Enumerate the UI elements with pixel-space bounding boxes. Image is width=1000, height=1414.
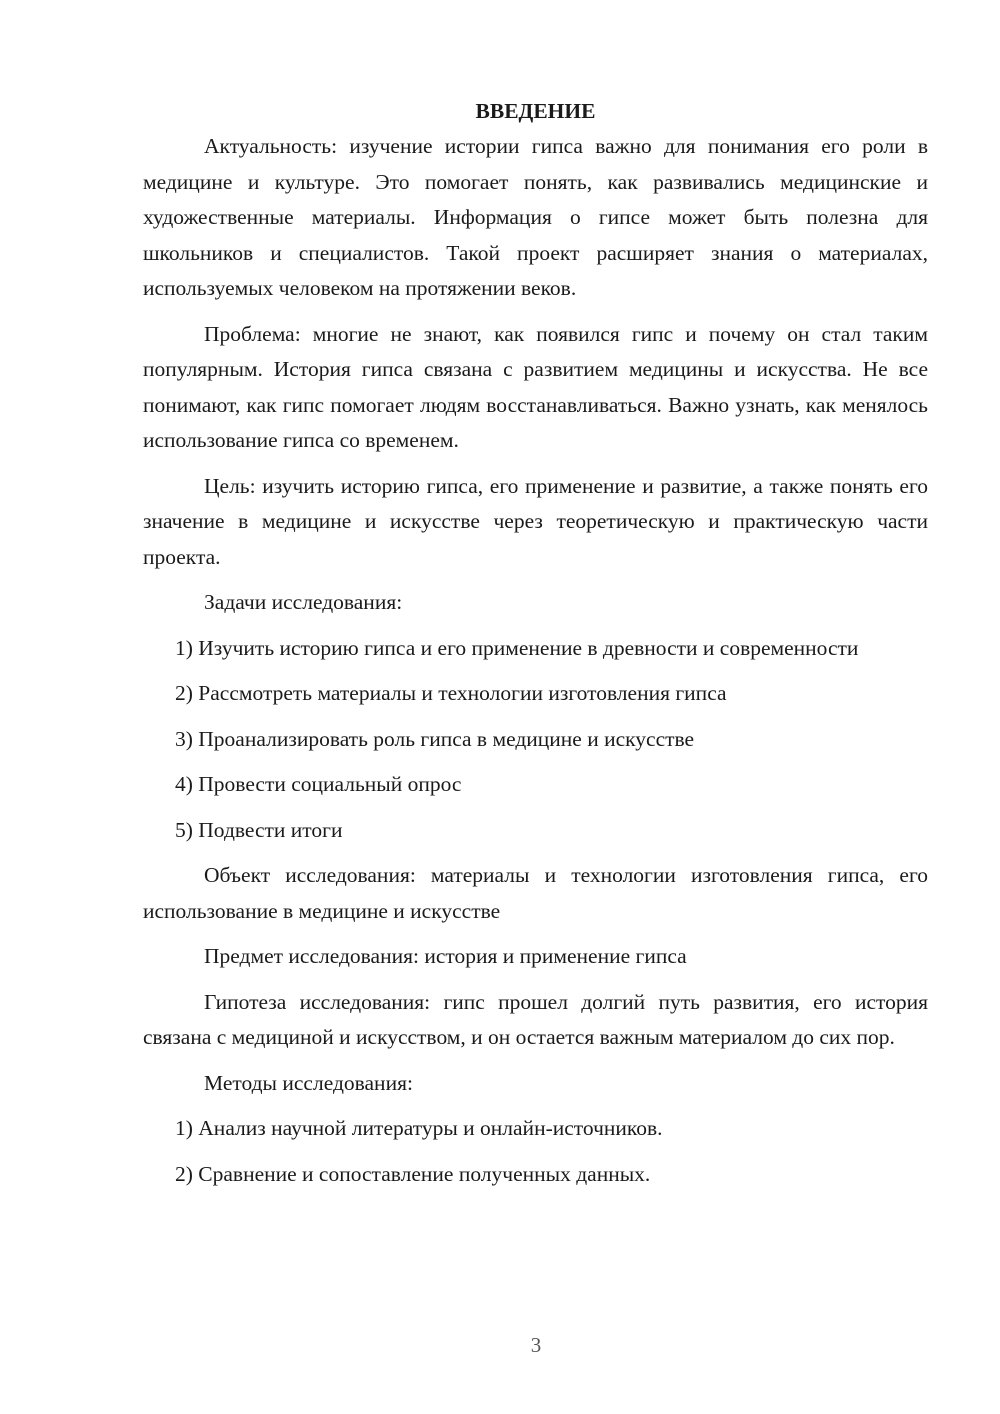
task-item-2: 2) Рассмотреть материалы и технологии изготовления гипса [175,681,727,705]
tasks-heading: Задачи исследования: [204,590,403,614]
method-item-2: 2) Сравнение и сопоставление полученных данных. [175,1161,651,1186]
task-item-1: 1) Изучить историю гипса и его применение в древности и современности [175,635,859,660]
page-content [143,94,928,1202]
object-paragraph: Объект исследования: материалы и технологии изготовления гипса, его использование в медицине и искусстве [143,863,928,923]
problem-paragraph: Проблема: многие не знают, как появился гипс и почему он стал таким популярным. История гипса связана с развитием медицины и искусства. Не все понимают, как гипс помогает людям восстанавливаться. Важно узнать, как менялось использование гипса со временем. [143,321,928,452]
methods-heading: Методы исследования: [204,1070,413,1095]
subject-paragraph: Предмет исследования: история и применение гипса [204,944,687,968]
task-item-4: 4) Провести социальный опрос [175,772,462,796]
page-number: 3 [530,1333,542,1357]
page-title: ВВЕДЕНИЕ [475,99,596,123]
method-item-1: 1) Анализ научной литературы и онлайн-источников. [175,1116,663,1140]
goal-paragraph: Цель: изучить историю гипса, его применение и развитие, а также понять его значение в медицине и искусстве через теоретическую и практическую части проекта. [143,473,928,569]
task-item-5: 5) Подвести итоги [175,817,343,842]
relevance-paragraph: Актуальность: изучение истории гипса важно для понимания его роли в медицине и культуре. Это помогает понять, как развивались медицинские и художественные материалы. Информация о гипсе может быть полезна для школьников и специалистов. Такой проект расширяет знания о материалах, используемых человеком на протяжении веков. [143,134,928,300]
hypothesis-paragraph: Гипотеза исследования: гипс прошел долгий путь развития, его история связана с медициной и искусством, и он остается важным материалом до сих пор. [143,989,928,1049]
task-item-3: 3) Проанализировать роль гипса в медицине и искусстве [175,726,695,751]
